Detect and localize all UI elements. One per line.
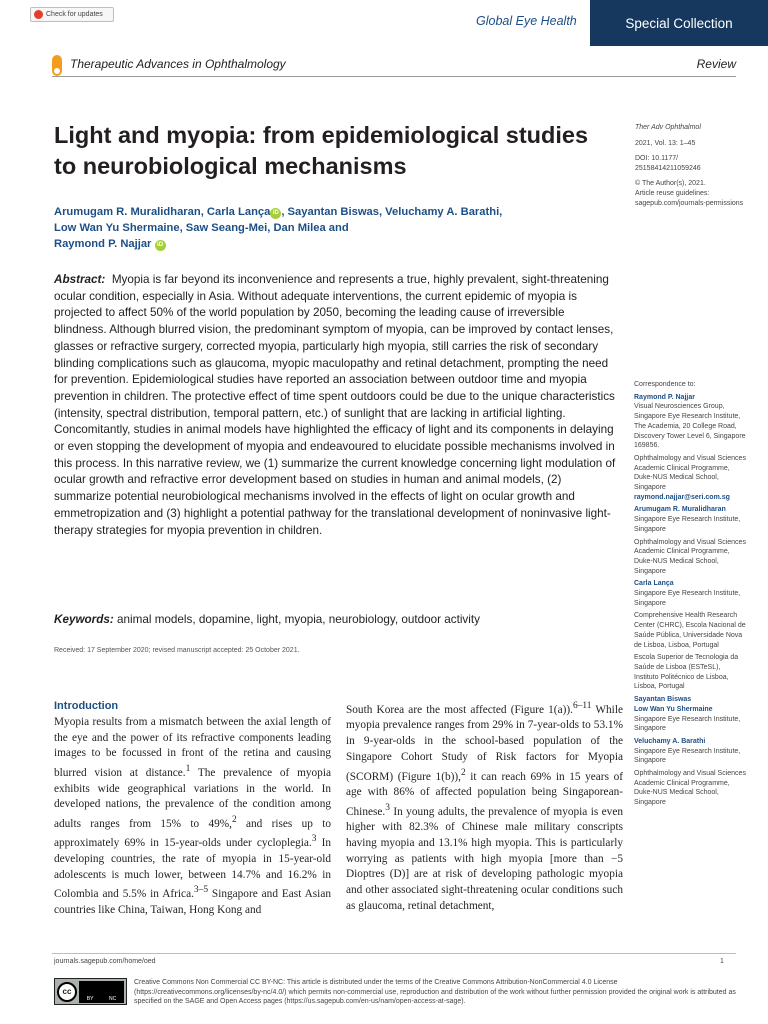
header-divider (52, 76, 736, 77)
body-text: Singapore and East Asian countries like China, Taiwan, Hong Kong and (54, 888, 331, 916)
citation[interactable]: 3 (385, 802, 390, 813)
doi[interactable]: DOI: 10.1177/ 25158414211059246 (635, 155, 701, 172)
journal-logo-icon (52, 55, 62, 76)
body-text: South Korea are the most affected (Figure 1(a)). (346, 703, 573, 716)
article-meta (635, 123, 745, 208)
check-updates-label: Check for updates (46, 11, 103, 18)
reuse-guidelines[interactable]: Article reuse guidelines: sagepub.com/journals-permissions (635, 189, 744, 207)
author-list (54, 204, 614, 252)
authors-line2[interactable]: Low Wan Yu Shermaine, Saw Seang-Mei, Dan Milea and (54, 222, 349, 234)
affiliation: Ophthalmology and Visual Sciences Academic Clinical Programme, Duke-NUS Medical School, Singapore (634, 454, 746, 492)
author-name: Arumugam R. Muralidharan (634, 506, 726, 514)
citation[interactable]: 1 (185, 764, 191, 775)
keywords-text: animal models, dopamine, light, myopia, neurobiology, outdoor activity (113, 613, 480, 626)
footer-divider (52, 953, 736, 954)
author-name: Sayantan Biswas (634, 696, 692, 704)
affiliation: Singapore Eye Research Institute, Singapore (634, 590, 741, 607)
body-text: In young adults, the prevalence of myopia is even higher with 82.3% of Chinese male military conscripts having myopia and 13.1% high myopia. This is particularly worrying as patients with high myopia [more than −5 Dioptres (D)] are at risk of developing pathologic myopia and other associated sight-threatening ocular conditions such as glaucoma, retinal detachment, (346, 805, 623, 912)
affiliation: Singapore Eye Research Institute, Singapore (634, 516, 741, 533)
body-text: The prevalence of myopia exhibits wide geographical variations in the world. In developed nations, the prevalence of the condition among adults ranges from 15% to 49%, (54, 766, 331, 830)
cc-license-badge[interactable] (54, 978, 127, 1005)
orcid-icon[interactable]: iD (270, 208, 281, 219)
journal-name: Therapeutic Advances in Ophthalmology (70, 57, 286, 71)
authors-line3[interactable]: Raymond P. Najjar (54, 238, 152, 250)
citation[interactable]: 2 (460, 767, 466, 778)
body-text: Myopia results from a mismatch between the axial length of the eye and the power of its refractive components leading images to be focussed in front of the retina and causing blurred vision at distance. (54, 716, 331, 779)
author-name: Low Wan Yu Shermaine (634, 705, 713, 713)
volume-info: 2021, Vol. 13: 1–45 (635, 139, 696, 147)
authors-line1b[interactable]: , Sayantan Biswas, Veluchamy A. Barathi, (281, 206, 503, 218)
corresponding-author: Raymond P. Najjar (634, 393, 695, 401)
journal-abbrev: Ther Adv Ophthalmol (635, 124, 701, 131)
abstract (54, 272, 620, 539)
affiliation: Comprehensive Health Research Center (CHRC), Escola Nacional de Saúde Pública, Universidade Nova de Lisboa, Lisboa, Portugal (634, 612, 746, 649)
keywords (54, 612, 620, 628)
citation[interactable]: 6–11 (572, 701, 592, 711)
citation[interactable]: 3 (311, 834, 317, 845)
citation[interactable]: 2 (231, 814, 237, 825)
cc-icon: cc (57, 982, 77, 1002)
section-heading-introduction: Introduction (54, 700, 119, 712)
affiliation: Singapore Eye Research Institute, Singapore (634, 715, 741, 733)
affiliation: Escola Superior de Tecnologia da Saúde de Lisboa (ESTeSL), Instituto Politécnico de Lisboa, Lisboa, Portugal (634, 654, 739, 691)
affiliation: Ophthalmology and Visual Sciences Academic Clinical Programme, Duke-NUS Medical School, Singapore (634, 538, 746, 575)
body-text: it can reach 69% in 15 years of age with 86% of affected population being Singaporean-Chinese. (346, 770, 623, 818)
body-column-right (346, 699, 623, 914)
affiliation: Ophthalmology and Visual Sciences Academic Clinical Programme, Duke-NUS Medical School, Singapore (634, 770, 746, 807)
abstract-text: Myopia is far beyond its inconvenience and represents a true, highly prevalent, sight-threatening ocular condition, especially in Asia. Without adequate interventions, the current epidemic of myopia is projected to affect 50% of the world population by 2050, becoming the leading cause of irreversible blindness. Although blurred vision, the predominant symptom of myopia, can be improved by contact lenses, glasses or refractive surgery, corrected myopia, particularly high myopia, still carries the risk of secondary blinding complications such as glaucoma, myopic maculopathy and retinal detachment, prompting the need for prevention. Epidemiological studies have reported an association between outdoor time and myopia prevention in children. The protective effect of time spent outdoors could be due to the unique characteristics (intensity, spectral distribution, temporal pattern, etc.) of sunlight that are lacking in artificial lighting. Concomitantly, studies in animal models have highlighted the efficacy of light and its components in delaying or even stopping the development of myopia and endeavoured to elucidate possible mechanisms involved in this process. In this narrative review, we (1) summarize the current knowledge concerning light modulation of ocular growth and refractive error development based on studies in human and animal models, (2) summarize potential neurobiological mechanisms involved in the effects of light on ocular growth and emmetropization and (3) highlight a potential pathway for the translational development of noninvasive light-therapy strategies for myopia prevention in children. (54, 273, 616, 537)
author-name: Carla Lança (634, 580, 674, 588)
article-type: Review (696, 57, 736, 71)
article-title: Light and myopia: from epidemiological studies to neurobiological mechanisms (54, 122, 589, 179)
abstract-label: Abstract: (54, 273, 106, 286)
correspondence-panel (634, 380, 746, 811)
collection-name: Global Eye Health (476, 14, 577, 28)
orcid-icon[interactable]: iD (155, 240, 166, 251)
license-text: Creative Commons Non Commercial CC BY-NC: This article is distributed under the terms of the Creative Commons Attribution-NonCommercial 4.0 License (https://creativecommons.org/licenses/by-nc/4.0/) which permits non-commercial use, reproduction and distribution of the work without further permission provided the original work is attributed as specified on the SAGE and Open Access pages (https://us.sagepub.com/en-us/nam/open-access-at-sage). (134, 979, 736, 1005)
correspondence-label: Correspondence to: (634, 381, 696, 388)
affiliation: Singapore Eye Research Institute, Singapore (634, 747, 741, 765)
cc-by-label: BY (86, 995, 94, 1002)
email-link[interactable]: raymond.najjar@seri.com.sg (634, 493, 730, 501)
body-text: and rises up to approximately 69% in 15-year-olds under cycloplegia. (54, 817, 332, 850)
body-text: While myopia prevalence ranges from 29% in 7-year-olds to 53.1% in 9-year-olds in the school-based population of the Singapore Cohort Study of Risk factors for Myopia (SCORM) (Figure 1(b)), (346, 703, 623, 783)
citation[interactable]: 3–5 (193, 885, 209, 896)
check-updates-icon (34, 10, 43, 19)
keywords-label: Keywords: (54, 613, 114, 626)
check-for-updates-button[interactable] (30, 7, 114, 22)
body-text: In developing countries, the rate of myopia in 15-year-old adolescents is much lower, between 14.7% and 16.2% in Colombia and 5.5% in Africa. (54, 837, 331, 901)
copyright: © The Author(s), 2021. (635, 180, 706, 188)
journal-url[interactable]: journals.sagepub.com/home/oed (54, 958, 156, 965)
authors-line1[interactable]: Arumugam R. Muralidharan, Carla Lança (54, 206, 271, 218)
author-name: Veluchamy A. Barathi (634, 737, 706, 745)
body-column-left (54, 715, 331, 919)
affiliation: Visual Neurosciences Group, Singapore Eye Research Institute, The Academia, 20 College Road, Discovery Tower Level 6, Singapore 169856. (634, 403, 746, 450)
special-collection-banner: Special Collection (590, 0, 768, 46)
page-number: 1 (720, 958, 724, 965)
cc-nc-label: NC (108, 995, 117, 1002)
received-dates: Received: 17 September 2020; revised manuscript accepted: 25 October 2021. (54, 647, 300, 654)
cc-terms-icon (79, 981, 124, 1003)
